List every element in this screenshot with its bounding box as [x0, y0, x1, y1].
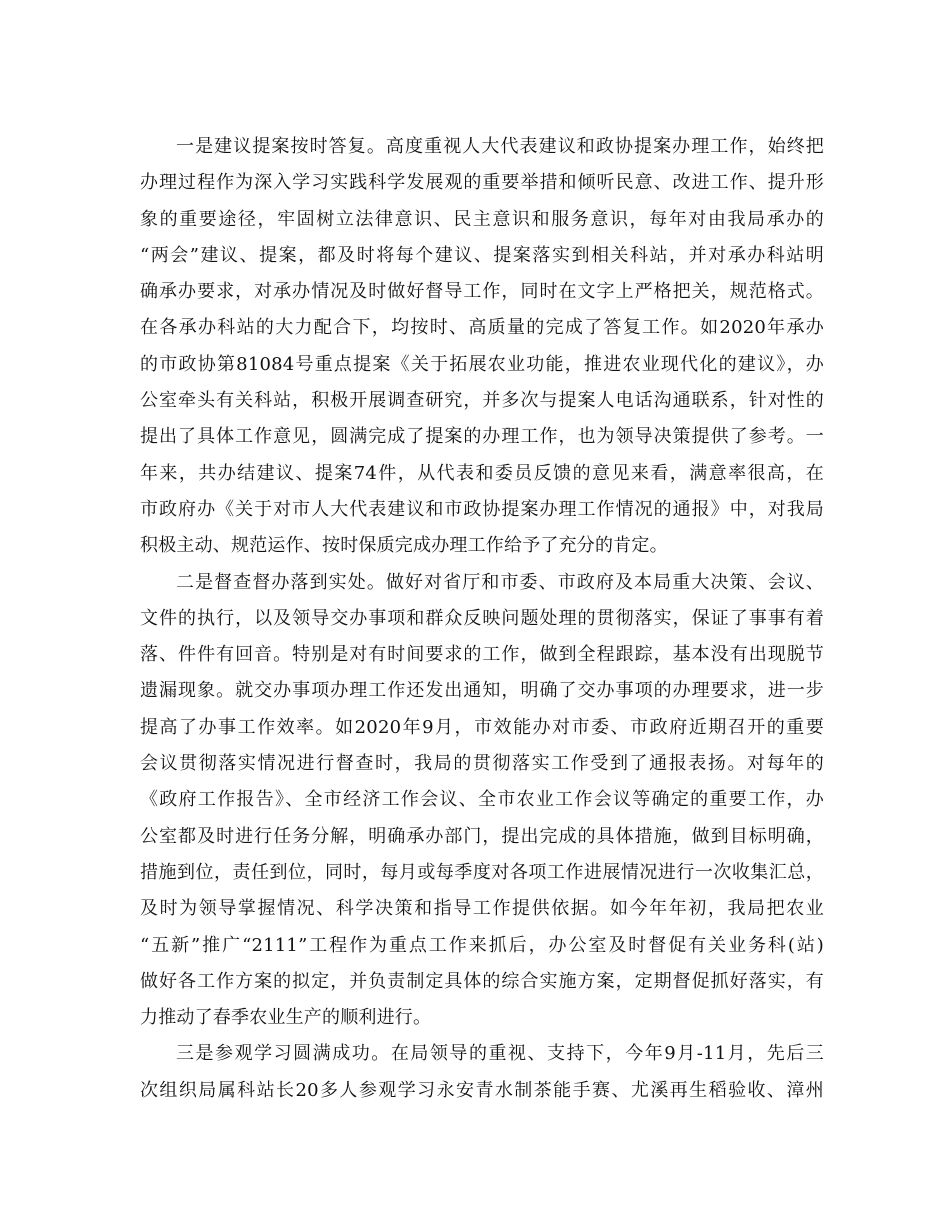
text-line: 三是参观学习圆满成功。在局领导的重视、支持下，今年9月-11月，先后三: [176, 1043, 824, 1065]
text-line: 次组织局属科站长20多人参观学习永安青水制茶能手赛、尤溪再生稻验收、漳州: [140, 1079, 824, 1101]
text-line: 《政府工作报告》、全市经济工作会议、全市农业工作会议等确定的重要工作，办: [140, 789, 824, 811]
text-line: 积极主动、规范运作、按时保质完成办理工作给予了充分的肯定。: [140, 535, 668, 557]
text-line: 市政府办《关于对市人大代表建议和市政协提案办理工作情况的通报》中，对我局: [140, 498, 824, 520]
text-line: 一是建议提案按时答复。高度重视人大代表建议和政协提案办理工作，始终把: [176, 136, 824, 157]
text-line: 象的重要途径，牢固树立法律意识、民主意识和服务意识，每年对由我局承办的: [140, 208, 824, 230]
paragraph-3: [140, 1036, 824, 1109]
text-line: 落、件件有回音。特别是对有时间要求的工作，做到全程跟踪，基本没有出现脱节: [140, 644, 824, 666]
text-line: 及时为领导掌握情况、科学决策和指导工作提供依据。如今年年初，我局把农业: [140, 898, 824, 920]
text-line: “五新”推广“2111”工程作为重点工作来抓后，办公室及时督促有关业务科(站): [140, 934, 824, 956]
text-line: 的市政协第81084号重点提案《关于拓展农业功能，推进农业现代化的建议》，办: [140, 353, 824, 375]
paragraph-2: [140, 565, 824, 1037]
document-body: [140, 129, 824, 1109]
text-line: 确承办要求，对承办情况及时做好督导工作，同时在文字上严格把关，规范格式。: [140, 281, 824, 303]
text-line: 力推动了春季农业生产的顺利进行。: [140, 1007, 432, 1029]
text-line: 提高了办事工作效率。如2020年9月，市效能办对市委、市政府近期召开的重要: [140, 716, 824, 738]
text-line: 会议贯彻落实情况进行督查时，我局的贯彻落实工作受到了通报表扬。对每年的: [140, 753, 824, 775]
paragraph-1: [140, 129, 824, 565]
text-line: 提出了具体工作意见，圆满完成了提案的办理工作，也为领导决策提供了参考。一: [140, 426, 824, 448]
text-line: 年来，共办结建议、提案74件，从代表和委员反馈的意见来看，满意率很高，在: [140, 462, 824, 484]
text-line: 遗漏现象。就交办事项办理工作还发出通知，明确了交办事项的办理要求，进一步: [140, 680, 824, 702]
text-line: 办理过程作为深入学习实践科学发展观的重要举措和倾听民意、改进工作、提升形: [140, 172, 824, 194]
text-line: 文件的执行，以及领导交办事项和群众反映问题处理的贯彻落实，保证了事事有着: [140, 607, 824, 629]
text-line: 二是督查督办落到实处。做好对省厅和市委、市政府及本局重大决策、会议、: [176, 571, 824, 593]
text-line: 措施到位，责任到位，同时，每月或每季度对各项工作进展情况进行一次收集汇总，: [140, 861, 824, 883]
text-line: “两会”建议、提案，都及时将每个建议、提案落实到相关科站，并对承办科站明: [140, 244, 824, 266]
text-line: 在各承办科站的大力配合下，均按时、高质量的完成了答复工作。如2020年承办: [140, 317, 824, 339]
text-line: 做好各工作方案的拟定，并负责制定具体的综合实施方案，定期督促抓好落实，有: [140, 970, 824, 992]
text-line: 公室都及时进行任务分解，明确承办部门，提出完成的具体措施，做到目标明确，: [140, 825, 824, 847]
text-line: 公室牵头有关科站，积极开展调查研究，并多次与提案人电话沟通联系，针对性的: [140, 390, 824, 412]
